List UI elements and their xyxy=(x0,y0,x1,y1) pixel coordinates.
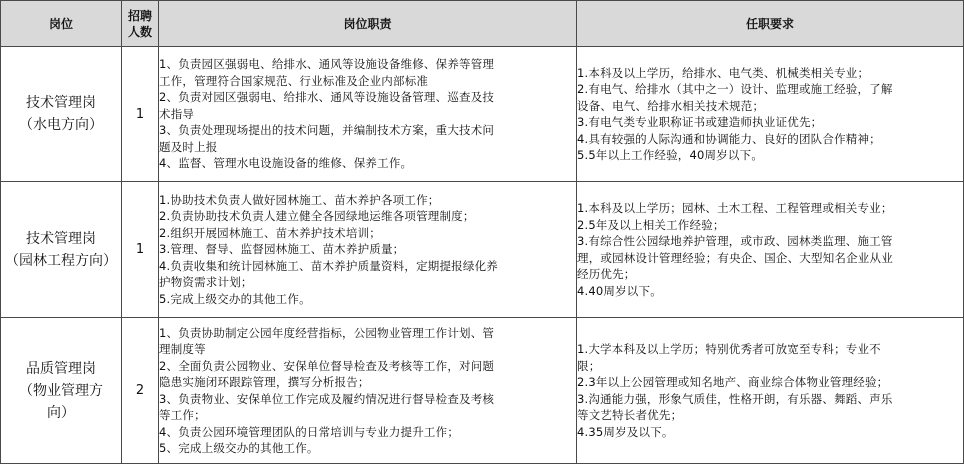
position-title-line: 向） xyxy=(47,404,75,421)
requirement-line: 3.有电气类专业职称证书或建造师执业证优先； xyxy=(577,115,823,129)
duty-line: 5.完成上级交办的其他工作。 xyxy=(159,291,311,306)
position-cell xyxy=(1,318,122,464)
duty-line: 1、负责园区强弱电、给排水、通风等设施设备维修、保养等管理 xyxy=(159,57,495,72)
requirement-line: 2.5年及以上相关工作经验； xyxy=(577,217,725,232)
position-title-line: （物业管理方 xyxy=(19,382,103,399)
requirement-line: 限； xyxy=(577,358,601,373)
position-title-line: （园林工程方向） xyxy=(5,252,117,269)
position-title-line: （水电方向） xyxy=(19,117,103,133)
count-cell: 1 xyxy=(122,47,159,182)
requirement-line: 4.40周岁以下。 xyxy=(577,283,662,298)
duty-line: 1、负责协助制定公园年度经营指标，公园物业管理工作计划、管 xyxy=(159,325,495,340)
requirement-line: 经历优先； xyxy=(577,267,636,281)
duty-line: 2、负责对园区强弱电、给排水、通风等设施设备管理、巡查及技 xyxy=(159,90,495,105)
header-count-label: 招聘人数 xyxy=(127,8,152,39)
duty-line: 2.组织开展园林施工、苗木养护技术培训； xyxy=(159,225,381,240)
requirements-cell xyxy=(577,318,964,464)
position-cell xyxy=(1,47,122,182)
header-row xyxy=(1,1,964,47)
duty-line: 术指导 xyxy=(159,106,195,121)
header-requirements: 任职要求 xyxy=(577,1,964,47)
requirement-line: 3.沟通能力强，形象气质佳，性格开朗，有乐器、舞蹈、声乐 xyxy=(577,391,893,406)
table-row xyxy=(1,47,964,182)
position-title-line: 技术管理岗 xyxy=(26,230,96,247)
position-title-line: 品质管理岗 xyxy=(26,360,96,377)
requirement-line: 理，或园林设计管理经验；有央企、国企、大型知名企业从业 xyxy=(577,250,893,265)
duties-cell xyxy=(159,318,577,464)
requirement-line: 1.本科及以上学历，给排水、电气类、机械类相关专业； xyxy=(577,65,870,80)
duty-line: 1.协助技术负责人做好园林施工、苗木养护各项工作； xyxy=(159,192,440,207)
duty-line: 4、负责公园环境管理团队的日常培训与专业力提升工作； xyxy=(159,424,460,439)
duty-line: 隐患实施闭环跟踪管理，撰写分析报告； xyxy=(159,375,370,389)
duty-line: 题及时上报 xyxy=(159,139,218,154)
requirement-line: 3.有综合性公园绿地养护管理，或市政、园林类监理、施工管 xyxy=(577,234,893,248)
duty-line: 工作，管理符合国家规范、行业标准及企业内部标准 xyxy=(159,73,429,88)
requirement-line: 1.大学本科及以上学历；特别优秀者可放宽至专科；专业不 xyxy=(577,342,881,356)
count-cell: 1 xyxy=(122,182,159,318)
requirements-cell xyxy=(577,182,964,318)
duty-line: 2、全面负责公园物业、安保单位督导检查及考核等工作，对问题 xyxy=(159,358,495,373)
duty-line: 4、监督、管理水电设施设备的维修、保养工作。 xyxy=(159,156,413,171)
duties-cell xyxy=(159,182,577,318)
table-row xyxy=(1,182,964,318)
duties-cell xyxy=(159,47,577,182)
duty-line: 3.管理、督导、监督园林施工、苗木养护质量； xyxy=(159,242,405,257)
position-cell xyxy=(1,182,122,318)
position-title-line: 技术管理岗 xyxy=(26,95,96,111)
header-count xyxy=(122,1,159,47)
requirement-line: 2.有电气、给排水（其中之一）设计、监理或施工经验，了解 xyxy=(577,82,893,96)
requirement-line: 4.具有较强的人际沟通和协调能力、良好的团队合作精神； xyxy=(577,131,881,146)
requirements-cell xyxy=(577,47,964,182)
duty-line: 3、负责处理现场提出的技术问题，并编制技术方案，重大技术问 xyxy=(159,123,495,138)
requirement-line: 4.35周岁及以下。 xyxy=(577,424,674,439)
duty-line: 等工作； xyxy=(159,408,206,422)
table-row xyxy=(1,318,964,464)
requirement-line: 等文艺特长者优先； xyxy=(577,408,683,422)
duty-line: 护物资需求计划； xyxy=(159,275,253,290)
header-position: 岗位 xyxy=(1,1,122,47)
requirement-line: 设备、电气、给排水相关技术规范； xyxy=(577,98,765,113)
duty-line: 3、负责物业、安保单位工作完成及履约情况进行督导检查及考核 xyxy=(159,391,495,406)
requirement-line: 5.5年以上工作经验，40周岁以下。 xyxy=(577,148,764,162)
duty-line: 2.负责协助技术负责人建立健全各园绿地运维各项管理制度； xyxy=(159,209,475,224)
duty-line: 5、完成上级交办的其他工作。 xyxy=(159,441,319,455)
requirement-line: 1.本科及以上学历；园林、土木工程、工程管理或相关专业； xyxy=(577,201,893,215)
requirement-line: 2.3年以上公园管理或知名地产、商业综合体物业管理经验； xyxy=(577,375,889,389)
duty-line: 4.负责收集和统计园林施工、苗木养护质量资料，定期提报绿化养 xyxy=(159,258,498,273)
header-duties: 岗位职责 xyxy=(159,1,577,47)
count-cell: 2 xyxy=(122,318,159,464)
duty-line: 理制度等 xyxy=(159,342,206,356)
